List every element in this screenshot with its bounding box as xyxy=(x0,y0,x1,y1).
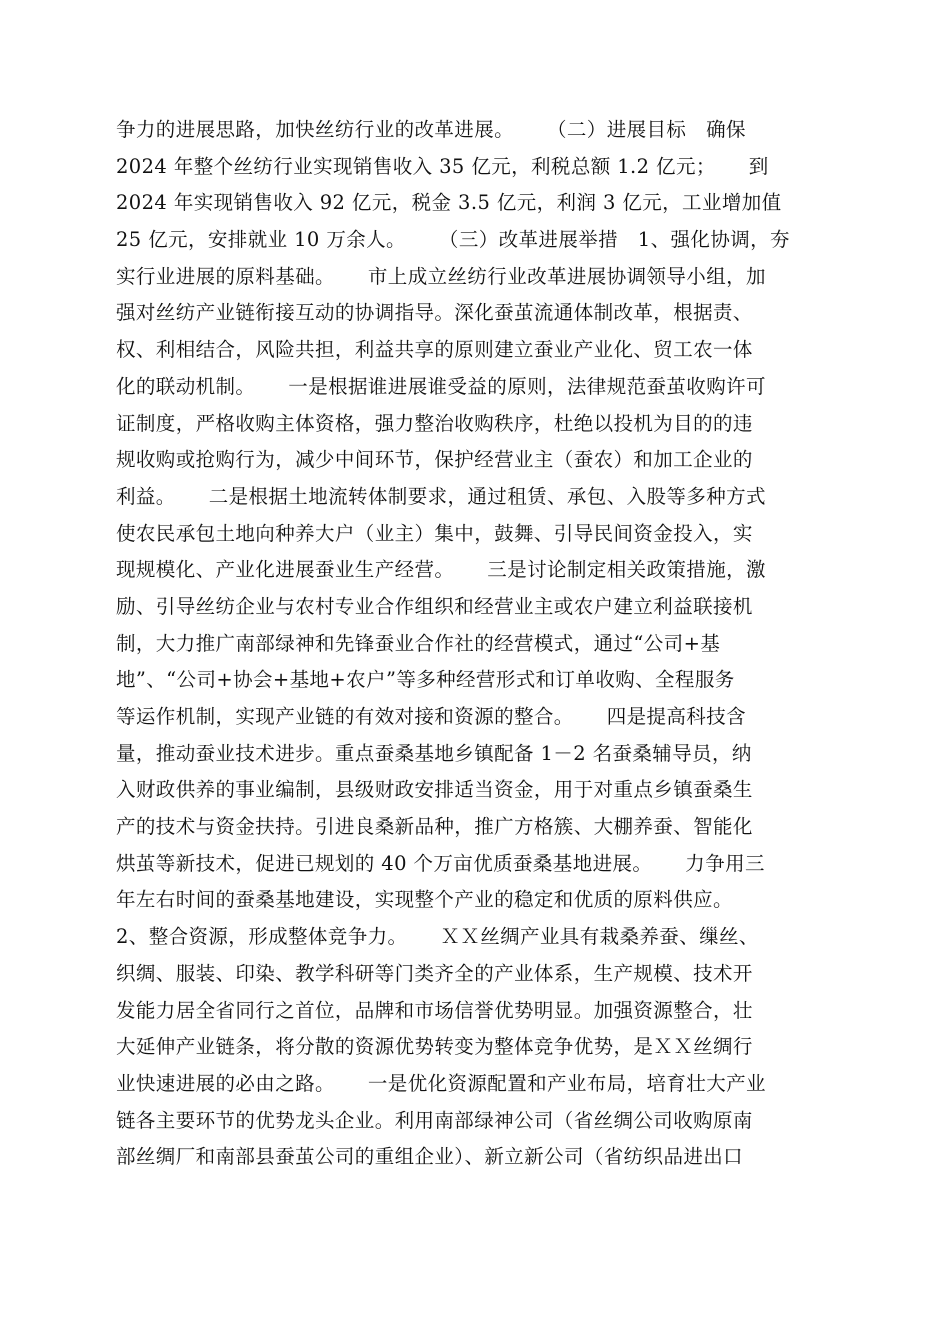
text-line: 等运作机制，实现产业链的有效对接和资源的整合。 四是提高科技含 xyxy=(116,705,746,728)
text-line: 2024 年整个丝纺行业实现销售收入 35 亿元，利税总额 1.2 亿元； 到 xyxy=(116,154,769,178)
text-line: 25 亿元，安排就业 10 万余人。 （三）改革进展举措 1、强化协调，夯 xyxy=(116,228,790,252)
text-line: 地”、“公司+协会+基地+农户”等多种经营形式和订单收购、全程服务 xyxy=(116,668,735,692)
text-line: 烘茧等新技术，促进已规划的 40 个万亩优质蚕桑基地进展。 力争用三 xyxy=(116,851,765,875)
text-line: 年左右时间的蚕桑基地建设，实现整个产业的稳定和优质的原料供应。 xyxy=(116,888,733,912)
text-line: 强对丝纺产业链衔接互动的协调指导。深化蚕茧流通体制改革，根据责、 xyxy=(116,301,753,325)
text-line: 实行业进展的原料基础。 市上成立丝纺行业改革进展协调领导小组，加 xyxy=(116,264,766,288)
text-line: 部丝绸厂和南部县蚕茧公司的重组企业）、新立新公司（省纺织品进出口 xyxy=(116,1145,744,1169)
text-line: 链各主要环节的优势龙头企业。利用南部绿神公司（省丝绸公司收购原南 xyxy=(116,1108,753,1132)
text-line: 证制度，严格收购主体资格，强力整治收购秩序，杜绝以投机为目的的违 xyxy=(116,411,753,435)
text-line: 规收购或抢购行为，减少中间环节，保护经营业主（蚕农）和加工企业的 xyxy=(116,448,753,472)
text-line: 制，大力推广南部绿神和先锋蚕业合作社的经营模式，通过“公司+基 xyxy=(116,631,721,655)
text-line: 争力的进展思路，加快丝纺行业的改革进展。 （二）进展目标 确保 xyxy=(116,118,746,141)
text-line: 量，推动蚕业技术进步。重点蚕桑基地乡镇配备 1－2 名蚕桑辅导员，纳 xyxy=(116,741,752,765)
text-line: 大延伸产业链条，将分散的资源优势转变为整体竞争优势，是ＸＸ丝绸行 xyxy=(116,1035,753,1059)
text-line: 产的技术与资金扶持。引进良桑新品种，推广方格簇、大棚养蚕、智能化 xyxy=(116,815,753,839)
text-line: 励、引导丝纺企业与农村专业合作组织和经营业主或农户建立利益联接机 xyxy=(116,594,753,618)
text-line: 使农民承包土地向种养大户（业主）集中，鼓舞、引导民间资金投入，实 xyxy=(116,521,753,545)
text-line: 2024 年实现销售收入 92 亿元，税金 3.5 亿元，利润 3 亿元，工业增加值 xyxy=(116,191,782,215)
text-line: 入财政供养的事业编制，县级财政安排适当资金，用于对重点乡镇蚕桑生 xyxy=(116,778,753,802)
text-line: 织绸、服装、印染、教学科研等门类齐全的产业体系，生产规模、技术开 xyxy=(116,961,753,985)
text-line: 利益。 二是根据土地流转体制要求，通过租赁、承包、入股等多种方式 xyxy=(116,484,766,508)
text-line: 权、利相结合，风险共担，利益共享的原则建立蚕业产业化、贸工农一体 xyxy=(116,338,753,362)
text-line: 化的联动机制。 一是根据谁进展谁受益的原则，法律规范蚕茧收购许可 xyxy=(116,374,766,398)
body-text xyxy=(116,112,836,1176)
text-line: 业快速进展的必由之路。 一是优化资源配置和产业布局，培育壮大产业 xyxy=(116,1071,766,1095)
text-line: 发能力居全省同行之首位，品牌和市场信誉优势明显。加强资源整合，壮 xyxy=(116,998,753,1022)
text-line: 2、整合资源，形成整体竞争力。 ＸＸ丝绸产业具有栽桑养蚕、缫丝、 xyxy=(116,925,759,949)
text-line: 现规模化、产业化进展蚕业生产经营。 三是讨论制定相关政策措施，激 xyxy=(116,558,766,582)
